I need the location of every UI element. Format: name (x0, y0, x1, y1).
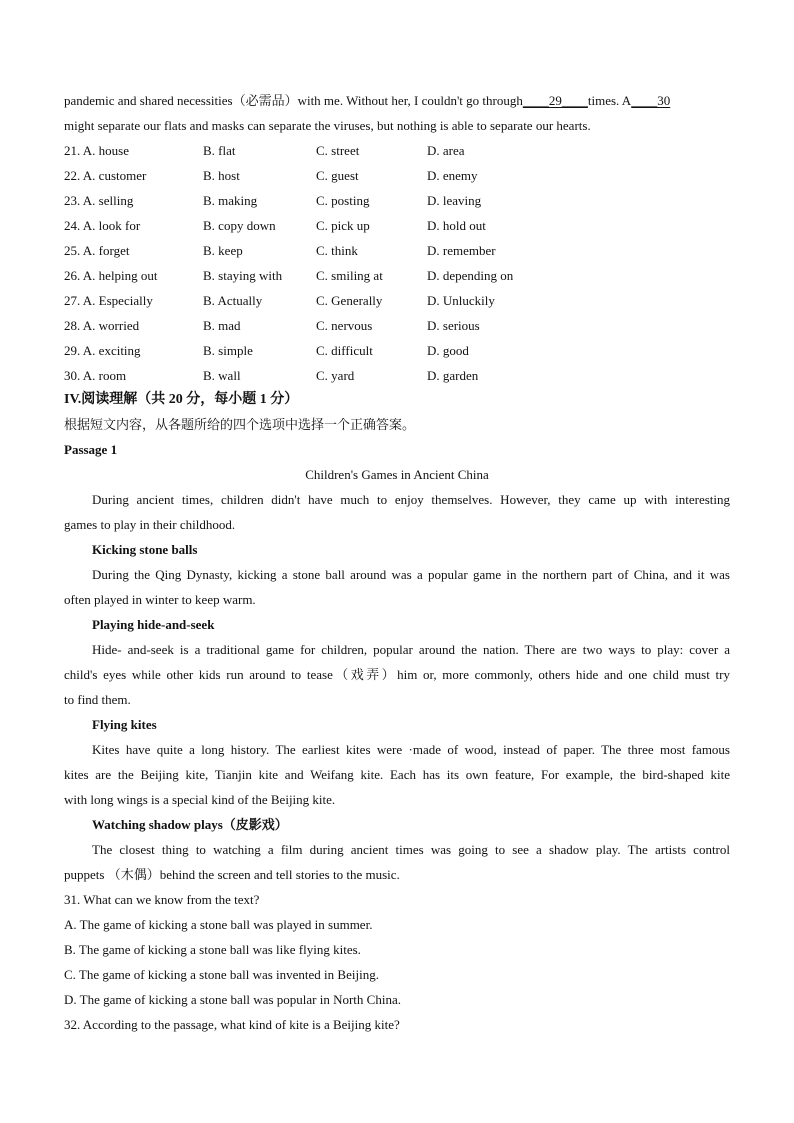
paragraph-line: to find them. (64, 692, 131, 707)
cloze-text-1a: pandemic and shared necessities（必需品）with me. Without her, I couldn't go through (64, 93, 523, 108)
option-row (64, 238, 730, 263)
option-b: B. simple (203, 343, 253, 358)
option-a: 24. A. look for (64, 218, 141, 233)
paragraph-line: often played in winter to keep warm. (64, 592, 256, 607)
option-c: C. pick up (316, 218, 370, 233)
subheading: Playing hide-and-seek (92, 617, 215, 632)
section-instruction: 根据短文内容，从各题所给的四个选项中选择一个正确答案。 (64, 417, 416, 432)
option-c: C. think (316, 243, 358, 258)
option-c: C. Generally (316, 293, 383, 308)
option-c: C. street (316, 143, 360, 158)
paragraph-line: The closest thing to watching a film during ancient times was going to see a shadow play. The artists control (92, 842, 730, 857)
option-d: D. leaving (427, 193, 482, 208)
question-31-option-d: D. The game of kicking a stone ball was popular in North China. (64, 992, 401, 1007)
option-row (64, 313, 730, 338)
option-c: C. posting (316, 193, 370, 208)
option-row (64, 288, 730, 313)
blank-30: ____30 (631, 93, 671, 108)
paragraph-line: with long wings is a special kind of the Beijing kite. (64, 792, 336, 807)
option-d: D. depending on (427, 268, 514, 283)
option-row (64, 163, 730, 188)
option-a: 21. A. house (64, 143, 129, 158)
option-d: D. hold out (427, 218, 486, 233)
option-row (64, 188, 730, 213)
option-b: B. keep (203, 243, 243, 258)
question-31-option-a: A. The game of kicking a stone ball was played in summer. (64, 917, 373, 932)
option-a: 22. A. customer (64, 168, 147, 183)
option-a: 25. A. forget (64, 243, 130, 258)
paragraph-line: games to play in their childhood. (64, 517, 236, 532)
paragraph-line: child's eyes while other kids run around to tease（戏弄）him or, more commonly, others hide and one child must try (64, 667, 730, 682)
option-c: C. difficult (316, 343, 373, 358)
blank-29: ____29____ (522, 93, 588, 108)
option-b: B. flat (203, 143, 236, 158)
exam-page (64, 88, 730, 1037)
passage-label: Passage 1 (64, 442, 118, 457)
option-b: B. wall (203, 368, 241, 383)
options-list (64, 138, 730, 388)
paragraph-line: Kites have quite a long history. The earliest kites were ·made of wood, instead of paper. The three most famous (92, 742, 730, 757)
section-title: IV.阅读理解（共 20 分，每小题 1 分） (64, 392, 299, 407)
option-a: 29. A. exciting (64, 343, 141, 358)
paragraph-line: puppets （木偶）behind the screen and tell stories to the music. (64, 867, 400, 882)
question-31-option-c: C. The game of kicking a stone ball was invented in Beijing. (64, 967, 379, 982)
option-row (64, 263, 730, 288)
option-b: B. host (203, 168, 240, 183)
paragraph-line: During ancient times, children didn't have much to enjoy themselves. However, they came up with interesting (92, 492, 730, 507)
question-31-option-b: B. The game of kicking a stone ball was like flying kites. (64, 942, 361, 957)
subheading: Watching shadow plays（皮影戏） (92, 817, 288, 832)
passage-title: Children's Games in Ancient China (305, 467, 489, 482)
option-c: C. nervous (316, 318, 373, 333)
option-row (64, 363, 730, 388)
option-a: 26. A. helping out (64, 268, 158, 283)
option-a: 23. A. selling (64, 193, 134, 208)
option-c: C. guest (316, 168, 359, 183)
subheading: Flying kites (92, 717, 157, 732)
question-32: 32. According to the passage, what kind of kite is a Beijing kite? (64, 1017, 400, 1032)
option-d: D. good (427, 343, 469, 358)
option-row (64, 338, 730, 363)
option-d: D. garden (427, 368, 479, 383)
option-a: 28. A. worried (64, 318, 140, 333)
option-d: D. remember (427, 243, 496, 258)
option-d: D. area (427, 143, 465, 158)
option-c: C. smiling at (316, 268, 383, 283)
option-d: D. enemy (427, 168, 478, 183)
option-d: D. serious (427, 318, 480, 333)
cloze-text-1b: times. A (587, 93, 632, 108)
question-31: 31. What can we know from the text? (64, 892, 260, 907)
paragraph-line: Hide- and-seek is a traditional game for children, popular around the nation. There are two ways to play: cover a (92, 642, 730, 657)
option-b: B. making (203, 193, 258, 208)
option-b: B. mad (203, 318, 241, 333)
option-a: 30. A. room (64, 368, 127, 383)
option-row (64, 213, 730, 238)
paragraph-line: During the Qing Dynasty, kicking a stone ball around was a popular game in the northern part of China, and it was (92, 567, 730, 582)
paragraph-line: kites are the Beijing kite, Tianjin kite and Weifang kite. Each has its own feature, For example, the bird-shaped kite (64, 767, 730, 782)
option-row (64, 138, 730, 163)
cloze-line-1 (64, 88, 730, 113)
cloze-line-2: might separate our flats and masks can separate the viruses, but nothing is able to separate our hearts. (64, 118, 591, 133)
subheading: Kicking stone balls (92, 542, 198, 557)
option-b: B. copy down (203, 218, 276, 233)
option-b: B. staying with (203, 268, 283, 283)
option-d: D. Unluckily (427, 293, 495, 308)
option-c: C. yard (316, 368, 355, 383)
option-b: B. Actually (203, 293, 263, 308)
option-a: 27. A. Especially (64, 293, 153, 308)
